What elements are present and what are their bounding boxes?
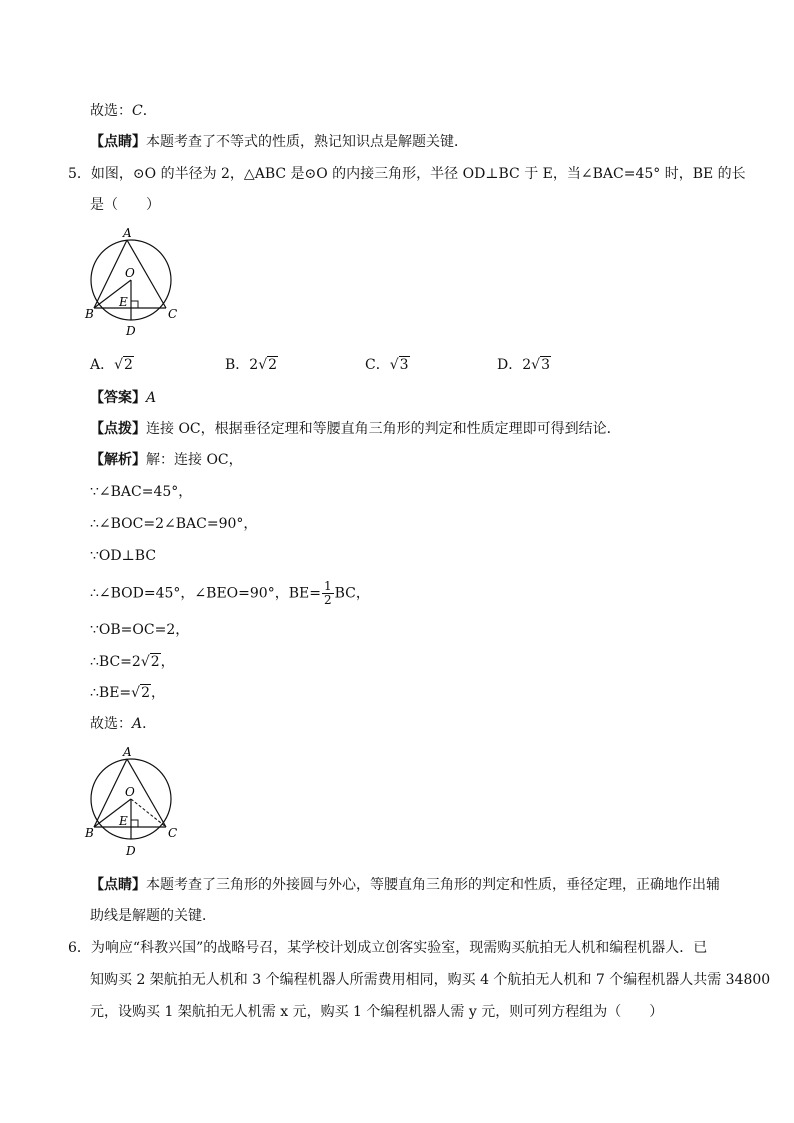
step-2: ∴∠BOC=2∠BAC=90°， — [90, 516, 258, 532]
prev-choose-line: 故选：C． — [90, 103, 157, 119]
q6-line1: 6．为响应“科教兴国”的战略号召，某学校计划成立创客实验室，现需购买航拍无人机和编程机器人．已 — [68, 940, 708, 956]
choose-answer: C — [132, 103, 143, 119]
label-d: D — [126, 844, 136, 858]
sqrt-icon: √3 — [389, 357, 409, 373]
q5-option-b[interactable]: B．2√2 — [225, 357, 278, 373]
q5-stem-line1 — [68, 164, 746, 184]
sqrt-icon: √2 — [131, 685, 150, 701]
label-c: C — [168, 826, 178, 840]
label-d: D — [126, 324, 136, 338]
label-o: O — [125, 785, 135, 799]
label-b: B — [85, 307, 94, 321]
q5-choose-line: 故选：A． — [90, 716, 157, 732]
label-e: E — [119, 814, 128, 828]
q5-analysis: 【解析】解：连接 OC， — [90, 452, 243, 468]
q5-option-d[interactable]: D．2√3 — [497, 357, 550, 373]
q6-number: 6． — [68, 940, 91, 956]
q5-hint: 【点拨】连接 OC，根据垂径定理和等腰直角三角形的判定和性质定理即可得到结论． — [90, 421, 621, 437]
q5-figure-2 — [84, 744, 184, 862]
right-angle-mark — [131, 820, 138, 827]
q5-dianjing-line2: 助线是解题的关键． — [90, 908, 216, 924]
step-6: ∴BC=2√2， — [90, 654, 175, 670]
q6-line3: 元，设购买 1 架航拍无人机需 x 元，购买 1 个编程机器人需 y 元，则可列方程组为（ ） — [90, 1004, 664, 1020]
prev-dianjing — [90, 132, 468, 152]
sqrt-icon: √2 — [114, 357, 133, 373]
sqrt-icon: √2 — [140, 654, 160, 670]
q5-option-a[interactable]: A．√2 — [90, 357, 133, 373]
step-4: ∴∠BOD=45°，∠BEO=90°，BE= $\frac{1}{2}$ BC， — [90, 579, 370, 607]
q5-dianjing: 【点睛】本题考查了三角形的外接圆与外心，等腰直角三角形的判定和性质，垂径定理，正确地作出辅 — [90, 877, 720, 893]
q6-line2: 知购买 2 架航拍无人机和 3 个编程机器人所需费用相同，购买 4 个航拍无人机和 7 个编程机器人共需 34800 — [90, 972, 771, 988]
step-1: ∵∠BAC=45°， — [90, 484, 193, 500]
step-7: ∴BE=√2， — [90, 685, 165, 701]
label-b: B — [85, 826, 94, 840]
q5-option-c[interactable]: C．√3 — [365, 357, 409, 373]
q5-figure-1 — [84, 226, 184, 342]
q5-number: 5． — [68, 166, 91, 182]
fraction: $\frac{1}{2}$ — [323, 579, 332, 607]
q5-answer: 【答案】A — [90, 390, 157, 406]
label-o: O — [125, 266, 135, 280]
choose-label: 故选： — [90, 103, 132, 119]
dianjing-text: 本题考查了不等式的性质，熟记知识点是解题关键． — [146, 134, 468, 150]
sqrt-icon: √3 — [531, 357, 550, 373]
label-c: C — [168, 307, 178, 321]
right-angle-mark — [131, 301, 138, 308]
sqrt-icon: √2 — [258, 357, 278, 373]
label-a: A — [123, 226, 132, 240]
q5-stem-text: 如图，⊙O 的半径为 2，△ABC 是⊙O 的内接三角形，半径 OD⊥BC 于 E，当∠BAC=45° 时，BE 的长 — [90, 166, 746, 182]
step-5: ∵OB=OC=2， — [90, 622, 190, 638]
q5-stem-line2: 是（ ） — [90, 197, 160, 213]
label-e: E — [119, 295, 128, 309]
segment-oc-dashed — [131, 799, 166, 827]
step-3: ∵OD⊥BC — [90, 548, 157, 564]
dianjing-label: 【点睛】 — [90, 134, 146, 150]
label-a: A — [123, 745, 132, 759]
